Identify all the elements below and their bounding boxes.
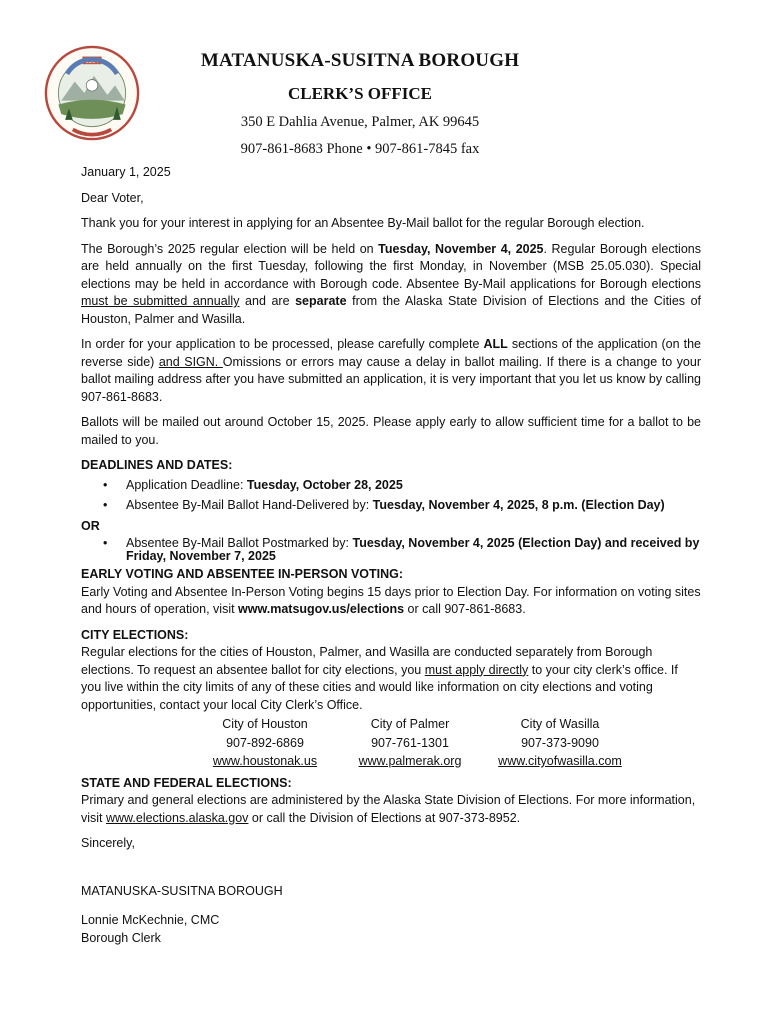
or-label: OR	[81, 518, 100, 533]
office-phone-fax: 907-861-8683 Phone • 907-861-7845 fax	[240, 141, 480, 157]
letter-body	[81, 164, 701, 947]
city-elections-paragraph: Regular elections for the cities of Houston, Palmer, and Wasilla are conducted separately from Borough elections. To request an absentee ballot for city elections, you must apply directly to your city clerk’s office. If you live within the city limits of any of these cities and would like information on city elections and voting opportunities, contact your local City Clerk’s Office.	[81, 645, 678, 712]
city-phone: 907-892-6869	[226, 735, 304, 750]
ballot-mailing-paragraph: Ballots will be mailed out around October 15, 2025. Please apply early to allow sufficient time for a ballot to be mailed to you.	[81, 415, 701, 447]
deadlines-list	[81, 477, 701, 515]
letter-date: January 1, 2025	[81, 165, 171, 179]
closing: Sincerely,	[81, 836, 135, 850]
city-name: City of Wasilla	[520, 717, 600, 731]
deadlines-list-alt	[81, 537, 701, 563]
deadline-item: • Absentee By-Mail Ballot Hand-Delivered by: Tuesday, November 4, 2025, 8 p.m. (Election Day)	[103, 498, 665, 512]
election-date-paragraph: The Borough’s 2025 regular election will be held on Tuesday, November 4, 2025. Regular Borough elections are held annually on the first Tuesday, following the first Monday, in November (MSB 25.05.030). Special elections may be held in accordance with Borough code. Absentee By-Mail applications for Borough elections must be submitted annually and are separate from the Alaska State Division of Elections and the Cities of Houston, Palmer and Wasilla.	[81, 241, 702, 326]
city-phone: 907-761-1301	[371, 735, 449, 750]
city-phone: 907-373-9090	[521, 735, 599, 750]
early-voting-paragraph: Early Voting and Absentee In-Person Voting begins 15 days prior to Election Day. For information on voting sites and hours of operation, visit www.matsugov.us/elections or call 907-861-8683.	[81, 584, 701, 616]
alaska-elections-link[interactable]: www.elections.alaska.gov	[106, 810, 249, 825]
signer-title: Borough Clerk	[81, 930, 161, 945]
salutation: Dear Voter,	[81, 190, 144, 205]
city-elections-heading: CITY ELECTIONS:	[81, 627, 189, 642]
borough-seal-logo	[44, 45, 140, 141]
state-elections-heading: STATE AND FEDERAL ELECTIONS:	[81, 775, 292, 790]
svg-text:1964: 1964	[85, 58, 99, 65]
signer-name: Lonnie McKechnie, CMC	[81, 913, 220, 927]
early-voting-heading: EARLY VOTING AND ABSENTEE IN-PERSON VOTING:	[81, 567, 404, 581]
matsugov-elections-link[interactable]: www.matsugov.us/elections	[238, 602, 405, 616]
deadline-item: • Application Deadline: Tuesday, October 28, 2025	[103, 477, 403, 492]
deadline-item: • Absentee By-Mail Ballot Postmarked by: Tuesday, November 4, 2025 (Election Day) and received by Friday, November 7, 2025	[103, 536, 700, 563]
city-name: City of Palmer	[370, 717, 450, 731]
wasilla-website-link[interactable]: www.cityofwasilla.com	[498, 754, 622, 768]
palmer-website-link[interactable]: www.palmerak.org	[358, 754, 462, 768]
houston-website-link[interactable]: www.houstonak.us	[212, 754, 318, 768]
signature-organization: MATANUSKA-SUSITNA BOROUGH	[81, 883, 283, 898]
application-instructions-paragraph: In order for your application to be processed, please carefully complete ALL sections of the application (on the reverse side) and SIGN. Omissions or errors may cause a delay in ballot mailing. If there is a change to your ballot mailing address after you have submitted an application, it is very important that you let us know by calling 907-861-8683.	[81, 337, 701, 404]
office-address: 350 E Dahlia Avenue, Palmer, AK 99645	[240, 114, 480, 130]
city-contacts-table	[195, 716, 701, 771]
organization-name: MATANUSKA-SUSITNA BOROUGH	[200, 50, 520, 71]
intro-paragraph: Thank you for your interest in applying for an Absentee By-Mail ballot for the regular Borough election.	[81, 216, 645, 230]
deadlines-heading: DEADLINES AND DATES:	[81, 458, 233, 472]
city-name: City of Houston	[222, 717, 308, 731]
state-elections-paragraph: Primary and general elections are administered by the Alaska State Division of Elections. For more information, visit www.elections.alaska.gov or call the Division of Elections at 907-373-8952.	[81, 793, 696, 825]
office-name: CLERK’S OFFICE	[287, 84, 433, 103]
